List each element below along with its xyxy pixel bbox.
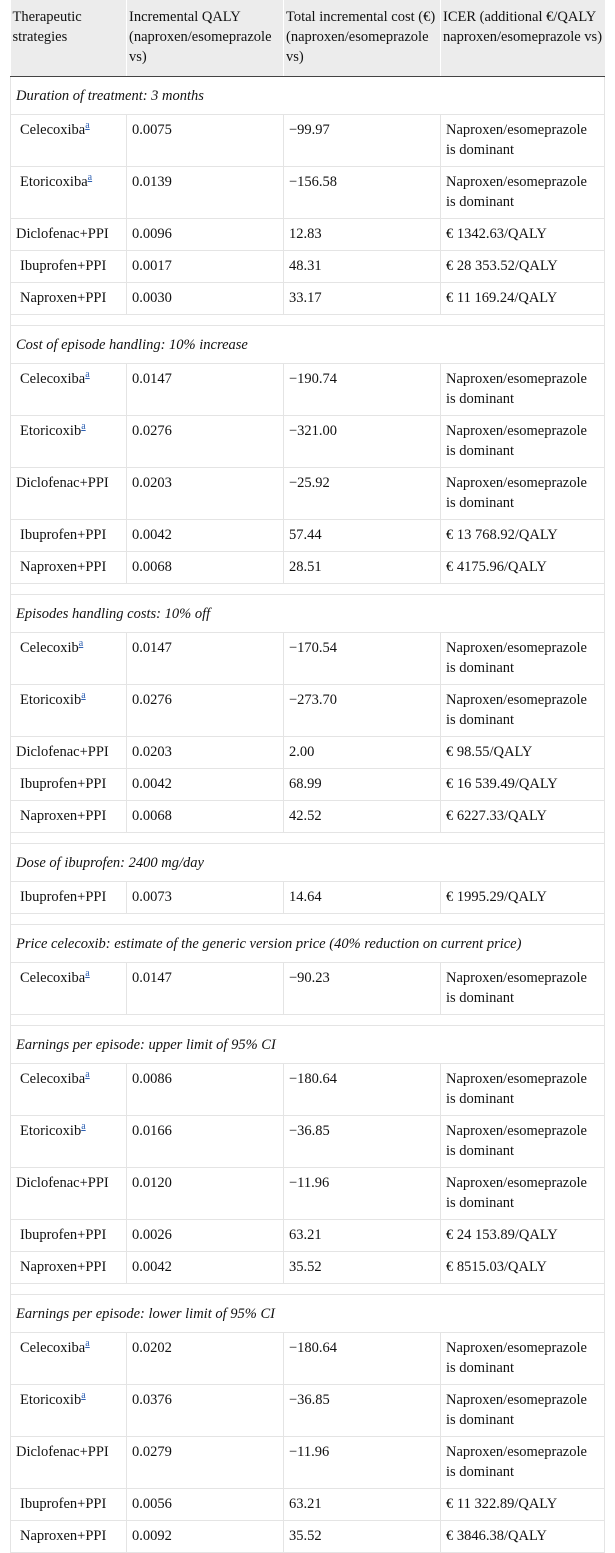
footnote-link[interactable]: a <box>85 1337 90 1349</box>
cost-cell: −180.64 <box>284 1063 441 1115</box>
header-incremental-qaly: Incremental QALY (naproxen/esomeprazole vs) <box>127 0 284 76</box>
cost-cell: 35.52 <box>284 1251 441 1283</box>
strategy-name: Naproxen+PPI <box>20 1527 107 1544</box>
strategy-name: Etoricoxib <box>20 422 82 439</box>
strategy-name: Celecoxiba <box>20 1339 86 1356</box>
strategy-cell <box>11 250 127 282</box>
header-total-incremental-cost: Total incremental cost (€) (naproxen/esomeprazole vs) <box>284 0 441 76</box>
icer-cell: € 11 322.89/QALY <box>441 1488 605 1520</box>
footnote-link[interactable]: a <box>81 420 86 432</box>
footnote-link[interactable]: a <box>81 1120 86 1132</box>
cost-cell: −36.85 <box>284 1115 441 1167</box>
icer-cell: Naproxen/esomeprazole is dominant <box>441 684 605 736</box>
cost-cell: −36.85 <box>284 1384 441 1436</box>
section-spacer-cell <box>11 913 605 924</box>
cost-cell: −90.23 <box>284 962 441 1014</box>
footnote-marker <box>81 687 85 701</box>
strategy-cell <box>11 551 127 583</box>
qaly-cell: 0.0017 <box>127 250 284 282</box>
icer-cell: Naproxen/esomeprazole is dominant <box>441 962 605 1014</box>
section-title: Price celecoxib: estimate of the generic version price (40% reduction on current price) <box>11 924 605 962</box>
icer-cell: € 1342.63/QALY <box>441 218 605 250</box>
strategy-name: Celecoxib <box>20 639 79 656</box>
strategy-name: Ibuprofen+PPI <box>20 1226 107 1243</box>
section-header-row <box>11 76 605 114</box>
cost-cell: −273.70 <box>284 684 441 736</box>
table-row <box>11 166 605 218</box>
table-row <box>11 467 605 519</box>
footnote-marker <box>85 965 89 979</box>
table-row <box>11 1063 605 1115</box>
strategy-cell <box>11 114 127 166</box>
qaly-cell: 0.0120 <box>127 1167 284 1219</box>
qaly-cell: 0.0042 <box>127 1251 284 1283</box>
section-spacer-cell <box>11 1283 605 1294</box>
qaly-cell: 0.0147 <box>127 962 284 1014</box>
icer-cell: Naproxen/esomeprazole is dominant <box>441 1384 605 1436</box>
icer-cell: € 28 353.52/QALY <box>441 250 605 282</box>
section-header-row <box>11 924 605 962</box>
table-row <box>11 736 605 768</box>
qaly-cell: 0.0279 <box>127 1436 284 1488</box>
icer-cell: Naproxen/esomeprazole is dominant <box>441 1436 605 1488</box>
strategy-cell <box>11 1115 127 1167</box>
icer-cell: € 11 169.24/QALY <box>441 282 605 314</box>
sensitivity-analysis-table <box>10 0 605 1553</box>
header-row <box>11 0 605 76</box>
section-spacer <box>11 913 605 924</box>
qaly-cell: 0.0073 <box>127 881 284 913</box>
qaly-cell: 0.0096 <box>127 218 284 250</box>
strategy-name: Ibuprofen+PPI <box>20 257 107 274</box>
cost-cell: 2.00 <box>284 736 441 768</box>
strategy-name: Ibuprofen+PPI <box>20 1495 107 1512</box>
section-title: Episodes handling costs: 10% off <box>11 594 605 632</box>
icer-cell: Naproxen/esomeprazole is dominant <box>441 1332 605 1384</box>
strategy-name: Naproxen+PPI <box>20 1258 107 1275</box>
section-title: Duration of treatment: 3 months <box>11 76 605 114</box>
footnote-link[interactable]: a <box>85 1068 90 1080</box>
icer-cell: Naproxen/esomeprazole is dominant <box>441 467 605 519</box>
section-spacer-cell <box>11 832 605 843</box>
strategy-name: Etoricoxiba <box>20 173 88 190</box>
table-row <box>11 1167 605 1219</box>
footnote-link[interactable]: a <box>85 368 90 380</box>
table-row <box>11 1219 605 1251</box>
cost-cell: 12.83 <box>284 218 441 250</box>
cost-cell: 14.64 <box>284 881 441 913</box>
strategy-cell <box>11 363 127 415</box>
strategy-name: Naproxen+PPI <box>20 558 107 575</box>
icer-cell: € 24 153.89/QALY <box>441 1219 605 1251</box>
header-icer: ICER (additional €/QALY naproxen/esomeprazole vs) <box>441 0 605 76</box>
strategy-cell <box>11 736 127 768</box>
qaly-cell: 0.0042 <box>127 768 284 800</box>
footnote-link[interactable]: a <box>87 171 93 183</box>
table-body <box>11 76 605 1552</box>
cost-cell: 68.99 <box>284 768 441 800</box>
section-title: Cost of episode handling: 10% increase <box>11 325 605 363</box>
strategy-cell <box>11 1251 127 1283</box>
section-header-row <box>11 1294 605 1332</box>
icer-cell: Naproxen/esomeprazole is dominant <box>441 1063 605 1115</box>
qaly-cell: 0.0203 <box>127 736 284 768</box>
strategy-name: Etoricoxib <box>20 691 82 708</box>
table-row <box>11 768 605 800</box>
qaly-cell: 0.0086 <box>127 1063 284 1115</box>
table-row <box>11 1436 605 1488</box>
strategy-cell <box>11 467 127 519</box>
cost-cell: −99.97 <box>284 114 441 166</box>
section-spacer <box>11 314 605 325</box>
cost-cell: 33.17 <box>284 282 441 314</box>
table-row <box>11 218 605 250</box>
strategy-cell <box>11 1219 127 1251</box>
cost-cell: 57.44 <box>284 519 441 551</box>
cost-cell: −170.54 <box>284 632 441 684</box>
strategy-cell <box>11 1384 127 1436</box>
footnote-marker <box>85 1335 89 1349</box>
icer-cell: € 98.55/QALY <box>441 736 605 768</box>
footnote-marker <box>81 1118 85 1132</box>
icer-cell: € 6227.33/QALY <box>441 800 605 832</box>
cost-cell: −190.74 <box>284 363 441 415</box>
qaly-cell: 0.0030 <box>127 282 284 314</box>
footnote-link[interactable]: a <box>81 1389 86 1401</box>
footnote-marker <box>85 117 89 131</box>
strategy-name: Diclofenac+PPI <box>16 474 109 491</box>
table-row <box>11 250 605 282</box>
cost-cell: 42.52 <box>284 800 441 832</box>
strategy-name: Diclofenac+PPI <box>16 225 109 242</box>
footnote-marker <box>81 418 85 432</box>
icer-cell: Naproxen/esomeprazole is dominant <box>441 632 605 684</box>
section-header-row <box>11 843 605 881</box>
section-header-row <box>11 325 605 363</box>
section-title: Earnings per episode: upper limit of 95% CI <box>11 1025 605 1063</box>
strategy-name: Celecoxiba <box>20 969 86 986</box>
footnote-marker <box>85 366 89 380</box>
strategy-cell <box>11 768 127 800</box>
cost-cell: −180.64 <box>284 1332 441 1384</box>
strategy-cell <box>11 1520 127 1552</box>
qaly-cell: 0.0203 <box>127 467 284 519</box>
strategy-name: Ibuprofen+PPI <box>20 526 107 543</box>
cost-cell: −11.96 <box>284 1167 441 1219</box>
footnote-link[interactable]: a <box>85 119 90 131</box>
strategy-cell <box>11 1488 127 1520</box>
qaly-cell: 0.0068 <box>127 800 284 832</box>
header-strategies: Therapeutic strategies <box>11 0 127 76</box>
strategy-cell <box>11 282 127 314</box>
strategy-cell <box>11 519 127 551</box>
strategy-cell <box>11 1436 127 1488</box>
cost-cell: 48.31 <box>284 250 441 282</box>
icer-cell: Naproxen/esomeprazole is dominant <box>441 1115 605 1167</box>
icer-cell: € 8515.03/QALY <box>441 1251 605 1283</box>
strategy-name: Etoricoxib <box>20 1391 82 1408</box>
table-row <box>11 1332 605 1384</box>
section-spacer <box>11 832 605 843</box>
table-row <box>11 1251 605 1283</box>
qaly-cell: 0.0276 <box>127 415 284 467</box>
qaly-cell: 0.0147 <box>127 632 284 684</box>
icer-cell: Naproxen/esomeprazole is dominant <box>441 363 605 415</box>
footnote-marker <box>85 1066 89 1080</box>
icer-cell: Naproxen/esomeprazole is dominant <box>441 114 605 166</box>
strategy-name: Naproxen+PPI <box>20 289 107 306</box>
cost-cell: −321.00 <box>284 415 441 467</box>
table-row <box>11 114 605 166</box>
qaly-cell: 0.0056 <box>127 1488 284 1520</box>
strategy-cell <box>11 218 127 250</box>
strategy-cell <box>11 632 127 684</box>
icer-cell: € 16 539.49/QALY <box>441 768 605 800</box>
strategy-cell <box>11 1063 127 1115</box>
section-spacer <box>11 1014 605 1025</box>
footnote-marker <box>79 635 83 649</box>
qaly-cell: 0.0075 <box>127 114 284 166</box>
qaly-cell: 0.0068 <box>127 551 284 583</box>
table-row <box>11 519 605 551</box>
icer-cell: € 4175.96/QALY <box>441 551 605 583</box>
footnote-link[interactable]: a <box>81 689 86 701</box>
section-title: Earnings per episode: lower limit of 95% CI <box>11 1294 605 1332</box>
table-row <box>11 632 605 684</box>
icer-cell: € 13 768.92/QALY <box>441 519 605 551</box>
icer-cell: Naproxen/esomeprazole is dominant <box>441 415 605 467</box>
section-spacer-cell <box>11 583 605 594</box>
table-row <box>11 684 605 736</box>
strategy-cell <box>11 800 127 832</box>
cost-cell: 63.21 <box>284 1488 441 1520</box>
section-spacer <box>11 583 605 594</box>
qaly-cell: 0.0026 <box>127 1219 284 1251</box>
strategy-cell <box>11 684 127 736</box>
strategy-name: Diclofenac+PPI <box>16 1443 109 1460</box>
icer-cell: Naproxen/esomeprazole is dominant <box>441 1167 605 1219</box>
strategy-name: Etoricoxib <box>20 1122 82 1139</box>
strategy-name: Diclofenac+PPI <box>16 743 109 760</box>
strategy-name: Celecoxiba <box>20 1070 86 1087</box>
table-row <box>11 1115 605 1167</box>
qaly-cell: 0.0092 <box>127 1520 284 1552</box>
table-row <box>11 962 605 1014</box>
strategy-name: Naproxen+PPI <box>20 807 107 824</box>
section-spacer-cell <box>11 314 605 325</box>
footnote-link[interactable]: a <box>85 967 90 979</box>
icer-cell: Naproxen/esomeprazole is dominant <box>441 166 605 218</box>
icer-cell: € 1995.29/QALY <box>441 881 605 913</box>
section-title: Dose of ibuprofen: 2400 mg/day <box>11 843 605 881</box>
section-header-row <box>11 1025 605 1063</box>
strategy-cell <box>11 1167 127 1219</box>
cost-cell: −25.92 <box>284 467 441 519</box>
qaly-cell: 0.0042 <box>127 519 284 551</box>
strategy-cell <box>11 962 127 1014</box>
table-row <box>11 551 605 583</box>
table-row <box>11 800 605 832</box>
qaly-cell: 0.0202 <box>127 1332 284 1384</box>
strategy-name: Diclofenac+PPI <box>16 1174 109 1191</box>
table-row <box>11 1488 605 1520</box>
strategy-cell <box>11 166 127 218</box>
table-row <box>11 881 605 913</box>
strategy-name: Ibuprofen+PPI <box>20 775 107 792</box>
section-spacer <box>11 1283 605 1294</box>
section-header-row <box>11 594 605 632</box>
cost-cell: 63.21 <box>284 1219 441 1251</box>
footnote-marker <box>88 169 92 183</box>
footnote-marker <box>81 1387 85 1401</box>
qaly-cell: 0.0276 <box>127 684 284 736</box>
qaly-cell: 0.0166 <box>127 1115 284 1167</box>
qaly-cell: 0.0376 <box>127 1384 284 1436</box>
qaly-cell: 0.0147 <box>127 363 284 415</box>
table-row <box>11 415 605 467</box>
strategy-cell <box>11 881 127 913</box>
strategy-cell <box>11 1332 127 1384</box>
sensitivity-table-container <box>10 0 604 1553</box>
footnote-link[interactable]: a <box>78 637 84 649</box>
strategy-cell <box>11 415 127 467</box>
section-spacer-cell <box>11 1014 605 1025</box>
table-header <box>11 0 605 76</box>
strategy-name: Celecoxiba <box>20 370 86 387</box>
table-row <box>11 1520 605 1552</box>
qaly-cell: 0.0139 <box>127 166 284 218</box>
table-row <box>11 363 605 415</box>
strategy-name: Celecoxiba <box>20 121 86 138</box>
cost-cell: 28.51 <box>284 551 441 583</box>
cost-cell: −11.96 <box>284 1436 441 1488</box>
table-row <box>11 282 605 314</box>
icer-cell: € 3846.38/QALY <box>441 1520 605 1552</box>
strategy-name: Ibuprofen+PPI <box>20 888 107 905</box>
table-row <box>11 1384 605 1436</box>
cost-cell: −156.58 <box>284 166 441 218</box>
cost-cell: 35.52 <box>284 1520 441 1552</box>
